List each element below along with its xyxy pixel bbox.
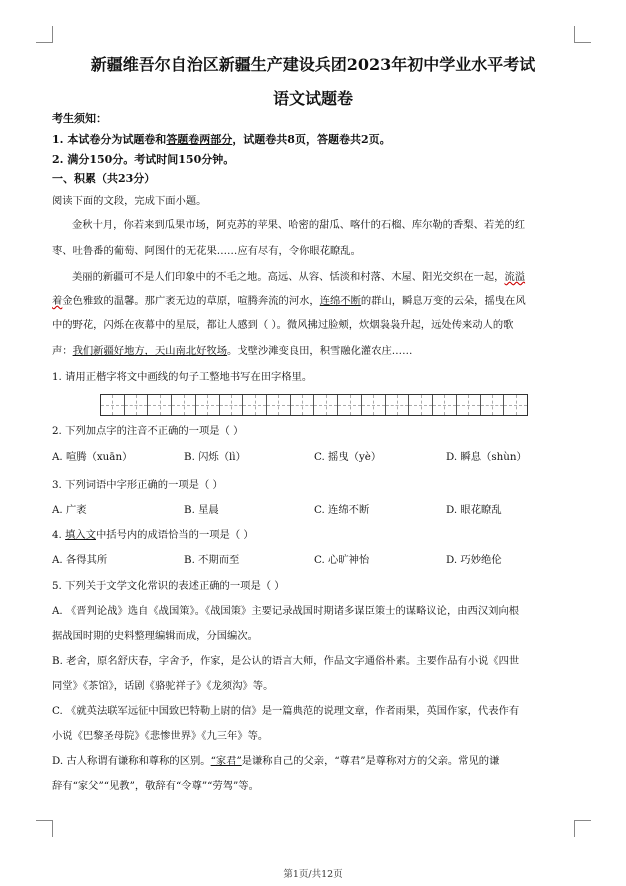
grid-cell[interactable] xyxy=(386,395,410,415)
question-3: 3. 下列词语中字形正确的一项是（ ） xyxy=(52,479,223,491)
passage-p2-line2-text-a: 金色雅致的温馨。那广袤无边的草原，喧腾奔流的河水， xyxy=(62,295,320,307)
grid-cell[interactable] xyxy=(101,395,125,415)
passage-p2-line1-text: 美丽的新疆可不是人们印象中的不毛之地。高远、从容、恬淡和村落、木屋、阳光交织在一起， xyxy=(72,271,505,283)
q2-option-c: C. 摇曳（yè） xyxy=(314,451,382,463)
passage-p2-line2-text-b: 的群山，瞬息万变的云朵，摇曳在风 xyxy=(360,295,526,307)
passage-p2-line1 xyxy=(52,270,525,284)
q5-option-b-line2: 同堂》《茶馆》，话剧《骆驼祥子》《龙须沟》等。 xyxy=(52,680,274,692)
grid-cell[interactable] xyxy=(220,395,244,415)
question-2: 2. 下列加点字的注音不正确的一项是（ ） xyxy=(52,425,244,437)
q4-option-d: D. 巧妙绝伦 xyxy=(446,554,502,566)
question-1: 1. 请用正楷字将文中画线的句子工整地书写在田字格里。 xyxy=(52,371,313,383)
q5-option-c-line1: C. 《就英法联军远征中国致巴特勒上尉的信》是一篇典范的说理文章，作者雨果，英国作家，代表作有 xyxy=(52,705,520,717)
passage-p1-line1: 金秋十月，你若来到瓜果市场，阿克苏的苹果、哈密的甜瓜、喀什的石榴、库尔勒的香梨、若羌的红 xyxy=(72,219,526,231)
passage-p2-line2 xyxy=(52,294,526,308)
notice-item-1 xyxy=(52,133,391,147)
crop-mark-top-right xyxy=(574,26,591,43)
grid-cell[interactable] xyxy=(196,395,220,415)
q5-option-b-line1: B. 老舍，原名舒庆春，字舍予，作家，是公认的语言大师，作品文字通俗朴素。主要作品有小说《四世 xyxy=(52,655,520,667)
q5-option-d-text-a: D. 古人称谓有谦称和尊称的区别。 xyxy=(52,755,211,767)
question-4 xyxy=(52,528,254,542)
passage-wavy-char: 着 xyxy=(52,295,63,307)
passage-p2-line3: 中的野花，闪烁在夜幕中的星辰，都让人感到（ ）。微风拂过脸颊，炊烟袅袅升起，远处传来动人的歌 xyxy=(52,319,514,331)
q4-option-a: A. 各得其所 xyxy=(52,554,108,566)
question-4-text: 中括号内的成语恰当的一项是（ ） xyxy=(96,529,254,541)
passage-p1-line2: 枣、吐鲁番的葡萄、阿图什的无花果……应有尽有，令你眼花瞭乱。 xyxy=(52,245,361,257)
grid-cell[interactable] xyxy=(314,395,338,415)
notice-item-2: 2. 满分150分。考试时间150分钟。 xyxy=(52,153,235,166)
q3-option-d: D. 眼花瞭乱 xyxy=(446,504,502,516)
q2-option-d: D. 瞬息（shùn） xyxy=(446,451,527,463)
q5-option-d-underlined: “家君” xyxy=(210,755,242,767)
q5-option-d-line1 xyxy=(52,754,499,768)
passage-underlined-sentence: 我们新疆好地方，天山南北好牧场 xyxy=(72,345,228,357)
question-4-underlined: 填入文 xyxy=(65,529,96,541)
instruction: 阅读下面的文段，完成下面小题。 xyxy=(52,195,207,207)
grid-cell[interactable] xyxy=(243,395,267,415)
exam-subtitle: 语文试题卷 xyxy=(272,89,353,108)
grid-cell[interactable] xyxy=(172,395,196,415)
exam-title: 新疆维吾尔自治区新疆生产建设兵团2023年初中学业水平考试 xyxy=(90,55,536,74)
grid-cell[interactable] xyxy=(457,395,481,415)
grid-cell[interactable] xyxy=(433,395,457,415)
q3-option-b: B. 星晨 xyxy=(184,504,219,516)
notice-item-1-underlined: 答题卷两部分 xyxy=(166,133,233,146)
grid-cell[interactable] xyxy=(362,395,386,415)
q4-option-c: C. 心旷神怡 xyxy=(314,554,370,566)
q4-option-b: B. 不期而至 xyxy=(184,554,240,566)
passage-p2-line4-text-b: 。戈壁沙滩变良田，积雪融化灌农庄…… xyxy=(227,345,413,357)
notice-heading: 考生须知： xyxy=(52,112,107,125)
grid-cell[interactable] xyxy=(481,395,505,415)
grid-cell[interactable] xyxy=(504,395,527,415)
q5-option-a-line1: A. 《晋判论战》选自《战国策》。《战国策》主要记录战国时期诸多谋臣策士的谋略议论，由西汉刘向根 xyxy=(52,605,520,617)
grid-cell[interactable] xyxy=(267,395,291,415)
q5-option-a-line2: 据战国时期的史料整理编辑而成，分国编次。 xyxy=(52,630,258,642)
passage-p2-line4 xyxy=(52,344,412,358)
q3-option-c: C. 连绵不断 xyxy=(314,504,370,516)
crop-mark-bottom-right xyxy=(574,820,591,837)
page-number: 第1页/共12页 xyxy=(283,869,343,880)
q5-option-d-line2: 辞有“家父”“见教”，敬辞有“令尊”“劳驾”等。 xyxy=(52,780,259,792)
q3-option-a: A. 广袤 xyxy=(52,504,87,516)
notice-item-1-text-a: 1. 本试卷分为试题卷和 xyxy=(52,133,167,146)
passage-p2-line4-text-a: 声： xyxy=(52,345,73,357)
question-4-number: 4. xyxy=(52,529,66,541)
crop-mark-top-left xyxy=(36,26,53,43)
grid-cell[interactable] xyxy=(148,395,172,415)
passage-underlined-phrase: 连绵不断 xyxy=(319,295,361,307)
passage-wavy-word: 流溢 xyxy=(504,271,526,283)
tianzige-writing-grid[interactable] xyxy=(100,394,528,416)
grid-cell[interactable] xyxy=(291,395,315,415)
q5-option-c-line2: 小说《巴黎圣母院》《悲惨世界》《九三年》等。 xyxy=(52,730,269,742)
grid-cell[interactable] xyxy=(409,395,433,415)
question-5: 5. 下列关于文学文化常识的表述正确的一项是（ ） xyxy=(52,580,285,592)
crop-mark-bottom-left xyxy=(36,820,53,837)
grid-cell[interactable] xyxy=(338,395,362,415)
grid-cell[interactable] xyxy=(125,395,149,415)
q2-option-a: A. 喧腾（xuān） xyxy=(52,451,133,463)
q5-option-d-text-b: 是谦称自己的父亲，“尊君”是尊称对方的父亲。常见的谦 xyxy=(241,755,500,767)
notice-item-1-text-b: ，试题卷共8页，答题卷共2页。 xyxy=(232,133,391,146)
section-heading: 一、积累（共23分） xyxy=(52,172,156,185)
q2-option-b: B. 闪烁（lì） xyxy=(184,451,246,463)
